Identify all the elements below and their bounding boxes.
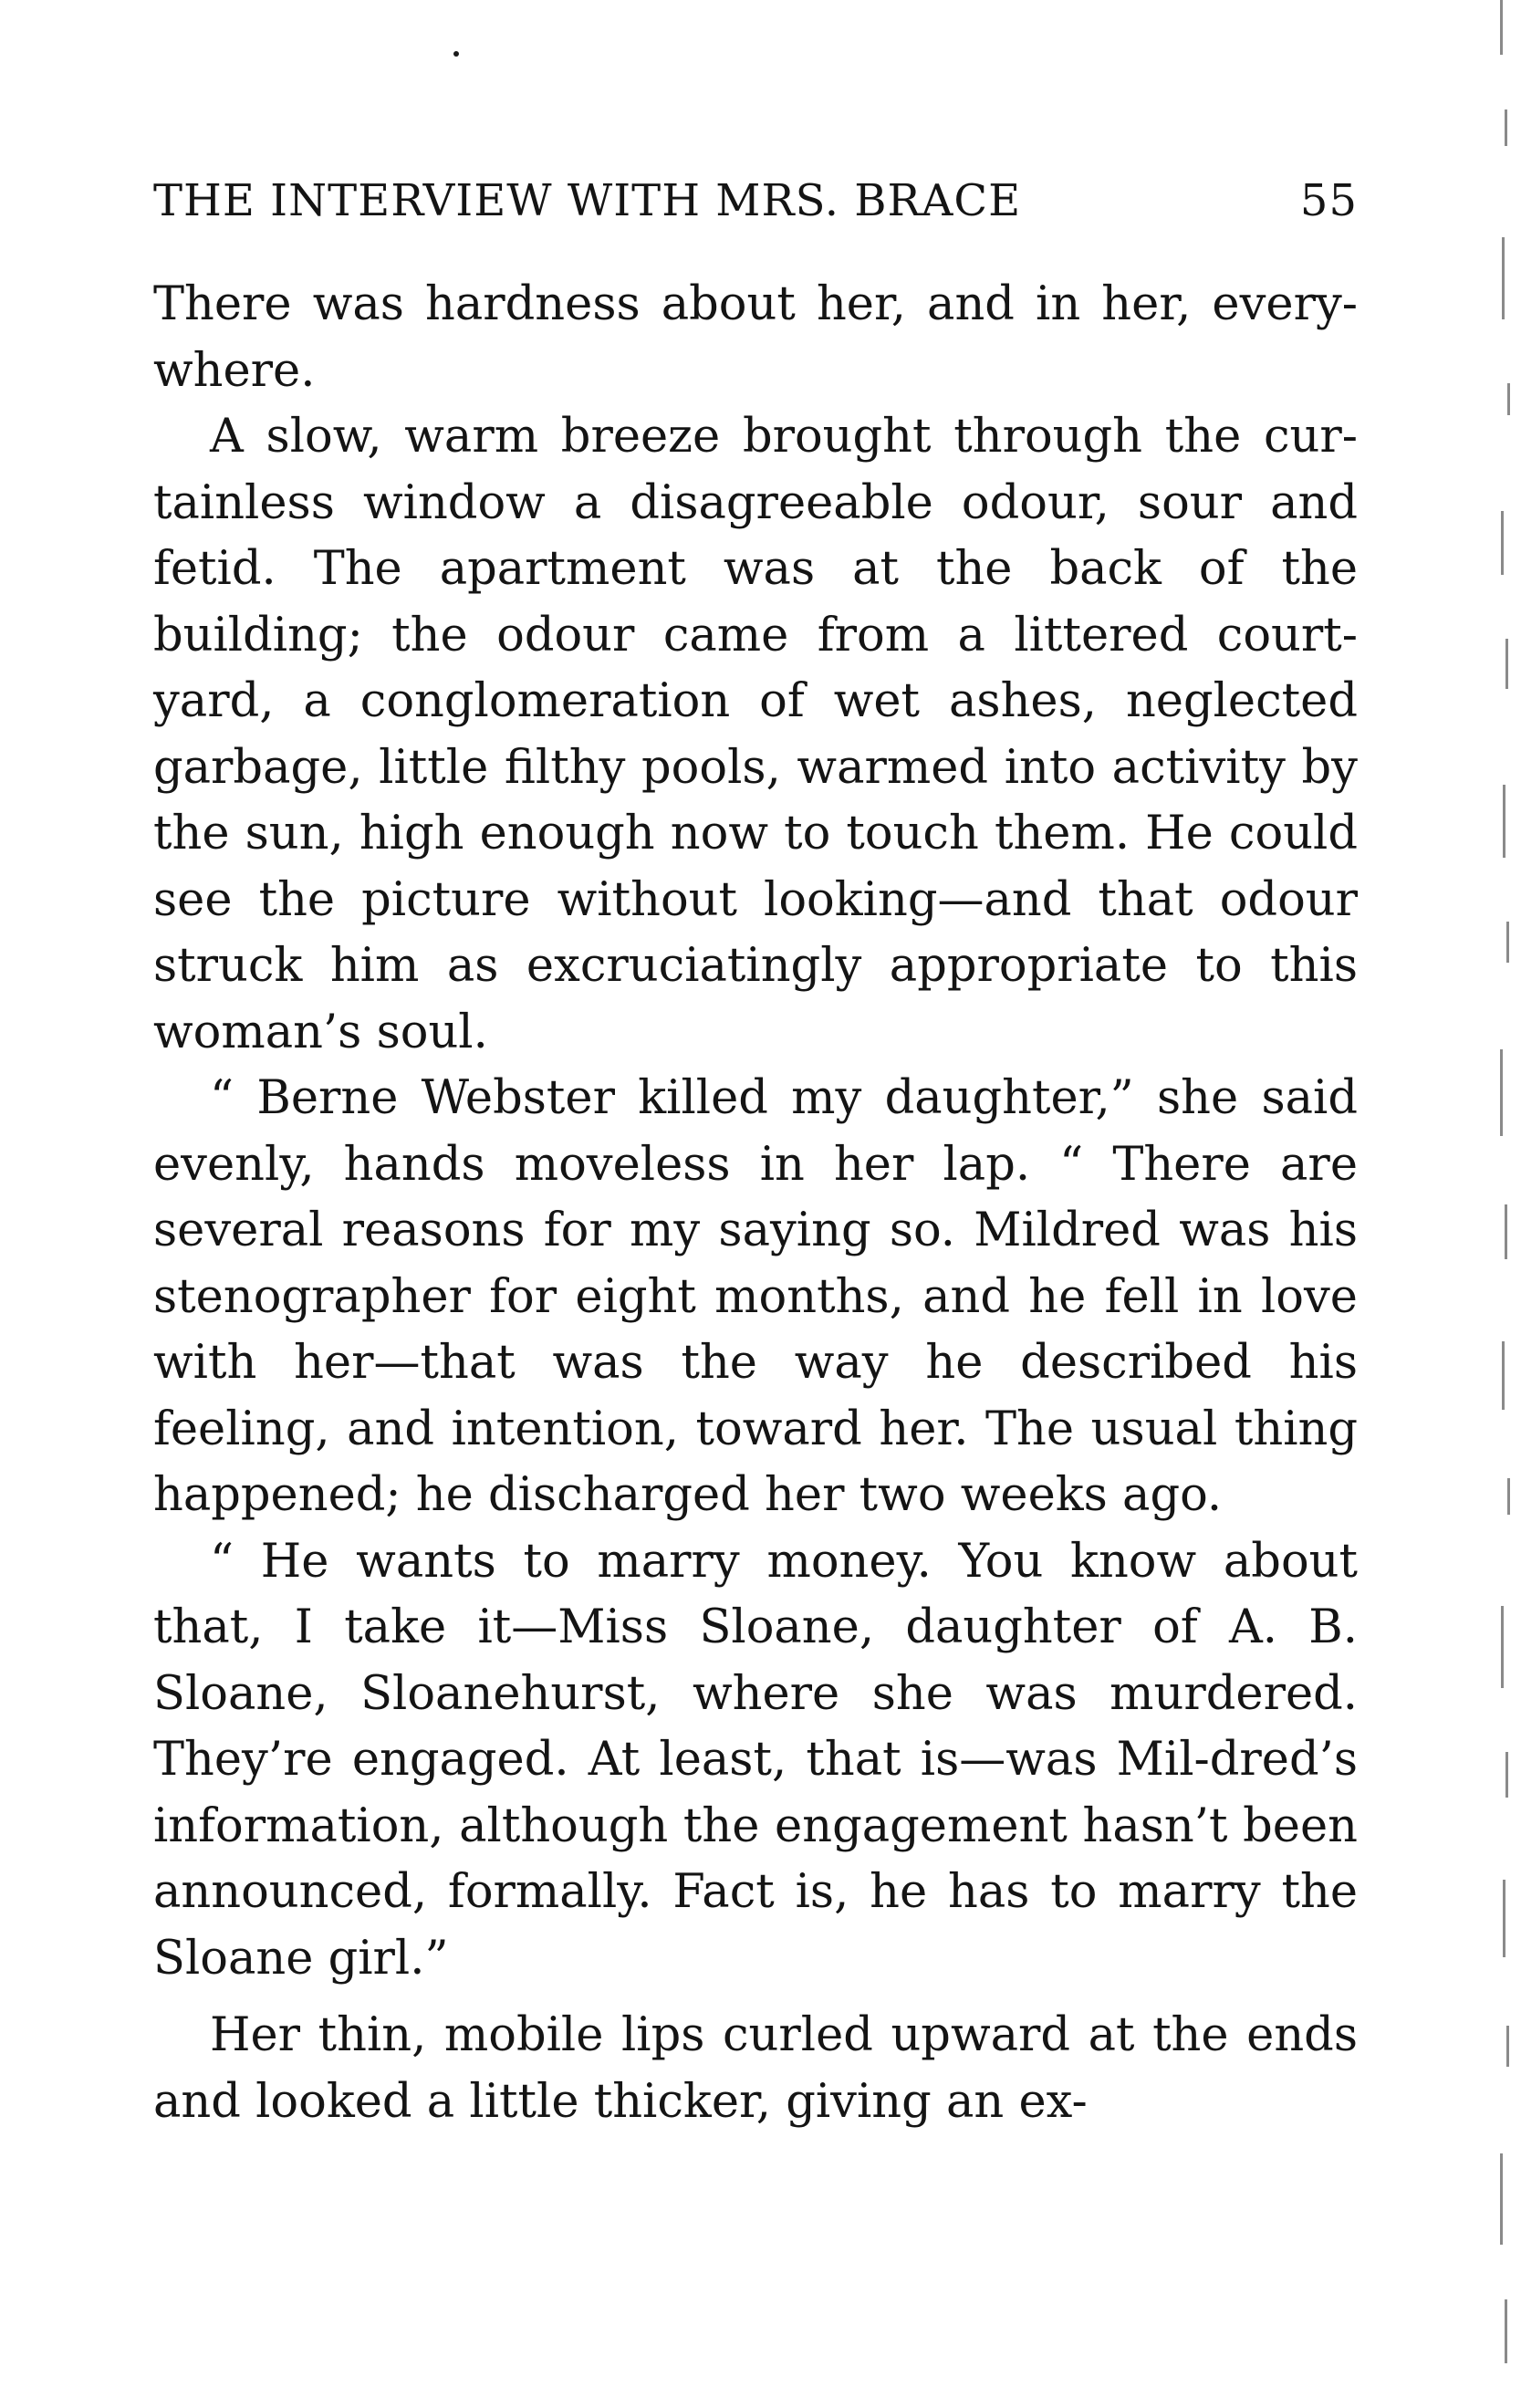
body-text xyxy=(153,272,1358,2135)
paragraph: There was hardness about her, and in her, every-where. xyxy=(153,277,1358,398)
page-number: 55 xyxy=(1299,175,1358,226)
running-head xyxy=(153,175,1358,241)
paragraph: A slow, warm breeze brought through the cur-tainless window a disagreeable odour, sour and fetid. The apartment was at the back of the building; the odour came from a littered court-yard, a conglomeration of wet ashes, neglected garbage, little filthy pools, warmed into activity by the sun, high enough now to touch them. He could see the picture without looking—and that odour struck him as excruciatingly appropriate to this woman’s soul. xyxy=(153,410,1358,1059)
ink-speck xyxy=(453,51,459,57)
paragraph: “ He wants to marry money. You know about that, I take it—Miss Sloane, daughter of A. B. Sloane, Sloanehurst, where she was murdered. They’re engaged. At least, that is—was Mil-dred’s information, although the engagement hasn’t been announced, formally. Fact is, he has to marry the Sloane girl.” xyxy=(153,1534,1358,1986)
paragraph: “ Berne Webster killed my daughter,” she said evenly, hands moveless in her lap. “ There are several reasons for my saying so. Mildred was his stenographer for eight months, and he fell in love with her—that was the way he described his feeling, and intention, toward her. The usual thing happened; he discharged her two weeks ago. xyxy=(153,1071,1358,1522)
running-title: THE INTERVIEW WITH MRS. BRACE xyxy=(153,175,1022,226)
scan-edge-noise xyxy=(1496,0,1516,2408)
paragraph: Her thin, mobile lips curled upward at the ends and looked a little thicker, giving an ex- xyxy=(153,2008,1358,2129)
